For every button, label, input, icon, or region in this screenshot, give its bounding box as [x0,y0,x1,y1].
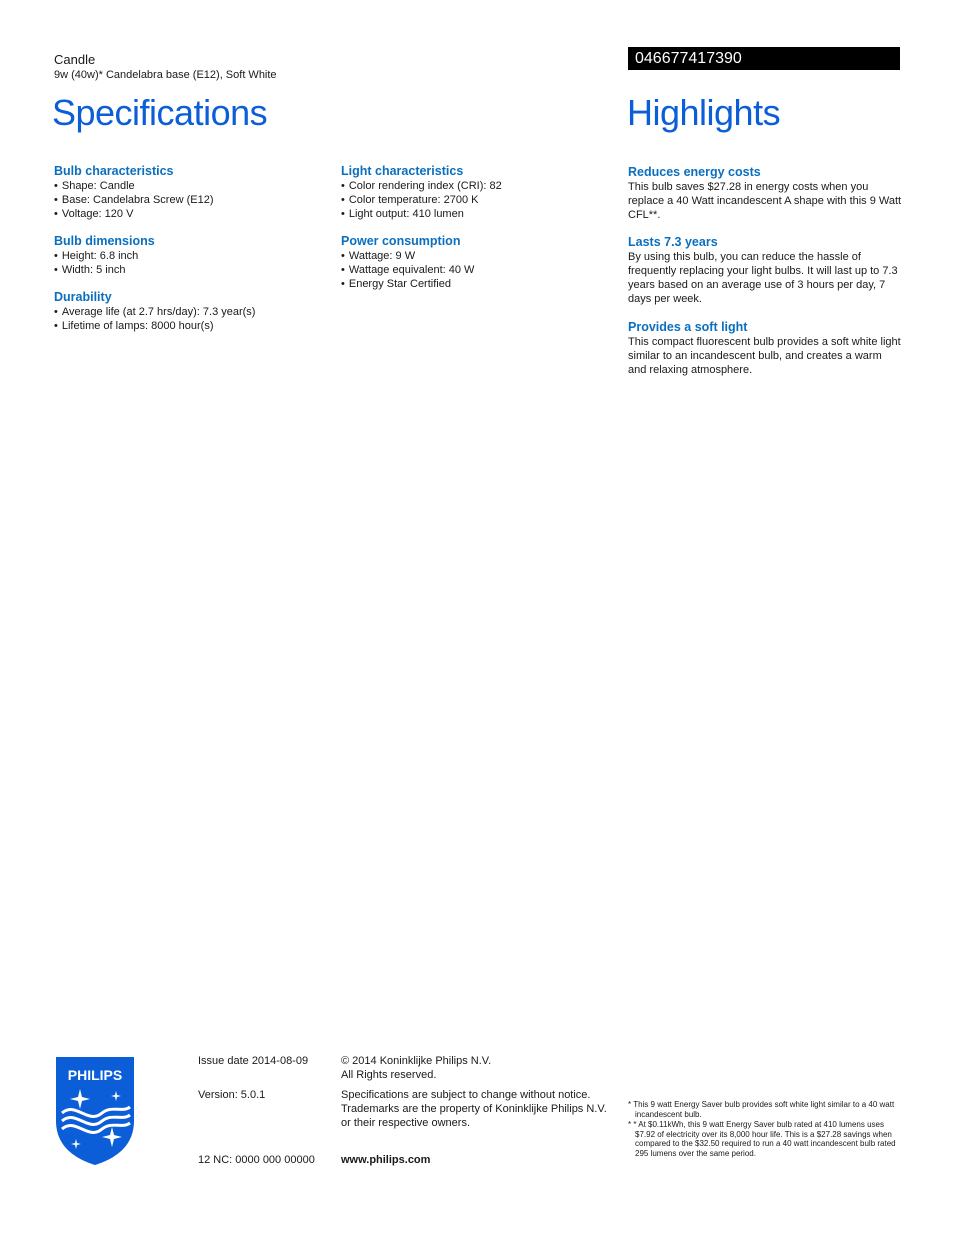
philips-shield-logo [54,1055,136,1167]
spec-item: • Wattage equivalent: 40 W [341,263,611,277]
spec-item: • Lifetime of lamps: 8000 hour(s) [54,319,324,333]
disclaimer-line: Trademarks are the property of Koninklijke Philips N.V. [341,1103,607,1115]
copyright [341,1054,621,1082]
footnotes [628,1100,903,1159]
section-heading: Light characteristics [341,164,464,178]
version: Version: 5.0.1 [198,1089,266,1101]
highlight-heading: Reduces energy costs [628,165,761,179]
spec-durability [54,290,324,333]
highlight-heading: Lasts 7.3 years [628,235,718,249]
website-link[interactable] [341,1153,430,1167]
product-name: Candle [54,52,96,67]
disclaimer [341,1088,621,1130]
spec-item: • Color temperature: 2700 K [341,193,611,207]
disclaimer-line: or their respective owners. [341,1117,470,1129]
highlight-text: This compact fluorescent bulb provides a soft white light similar to an incandescent bulb, and creates a warm and relaxing atmosphere. [628,336,901,376]
copyright-line: All Rights reserved. [341,1069,437,1081]
section-heading: Durability [54,290,112,304]
spec-item: • Light output: 410 lumen [341,207,611,221]
highlight-text: By using this bulb, you can reduce the hassle of frequently replacing your light bulbs. It will last up to 7.3 years based on an average use of 3 hours per day, 7 days per week. [628,251,898,305]
footnote: * * At $0.11kWh, this 9 watt Energy Saver bulb rated at 410 lumens uses $7.92 of electricity over its 8,000 hour life. This is a $27.28 savings when compared to the $32.50 required to run a 40 watt incandescent bulb rated 295 lumens over the same period. [628,1120,896,1158]
section-heading: Power consumption [341,234,461,248]
product-code: 046677417390 [628,47,900,70]
spec-item: • Wattage: 9 W [341,249,611,263]
spec-item: • Average life (at 2.7 hrs/day): 7.3 year(s) [54,305,324,319]
highlight-lifetime [628,235,903,306]
highlight-soft-light [628,320,903,377]
spec-item: • Voltage: 120 V [54,207,324,221]
highlights-title: Highlights [627,92,781,133]
twelve-nc: 12 NC: 0000 000 00000 [198,1154,315,1166]
spec-item: • Base: Candelabra Screw (E12) [54,193,324,207]
product-description: 9w (40w)* Candelabra base (E12), Soft White [54,69,277,81]
spec-item: • Height: 6.8 inch [54,249,324,263]
issue-date: Issue date 2014-08-09 [198,1055,309,1067]
highlight-text: This bulb saves $27.28 in energy costs when you replace a 40 Watt incandescent A shape with this 9 Watt CFL**. [628,181,902,221]
spec-item: • Energy Star Certified [341,277,611,291]
copyright-line: © 2014 Koninklijke Philips N.V. [341,1055,492,1067]
website-link-text[interactable]: www.philips.com [341,1154,431,1166]
highlight-heading: Provides a soft light [628,320,748,334]
spec-light-characteristics [341,164,611,221]
spec-item: • Width: 5 inch [54,263,324,277]
spec-power-consumption [341,234,611,291]
logo-wordmark: PHILIPS [67,1067,123,1083]
section-heading: Bulb dimensions [54,234,155,248]
footnote: * This 9 watt Energy Saver bulb provides soft white light similar to a 40 watt incandescent bulb. [628,1100,895,1119]
spec-item: • Color rendering index (CRI): 82 [341,179,611,193]
highlight-energy-costs [628,165,903,222]
spec-bulb-characteristics [54,164,324,221]
specifications-title: Specifications [52,92,268,133]
section-heading: Bulb characteristics [54,164,174,178]
spec-bulb-dimensions [54,234,324,277]
spec-item: • Shape: Candle [54,179,324,193]
disclaimer-line: Specifications are subject to change without notice. [341,1089,591,1101]
